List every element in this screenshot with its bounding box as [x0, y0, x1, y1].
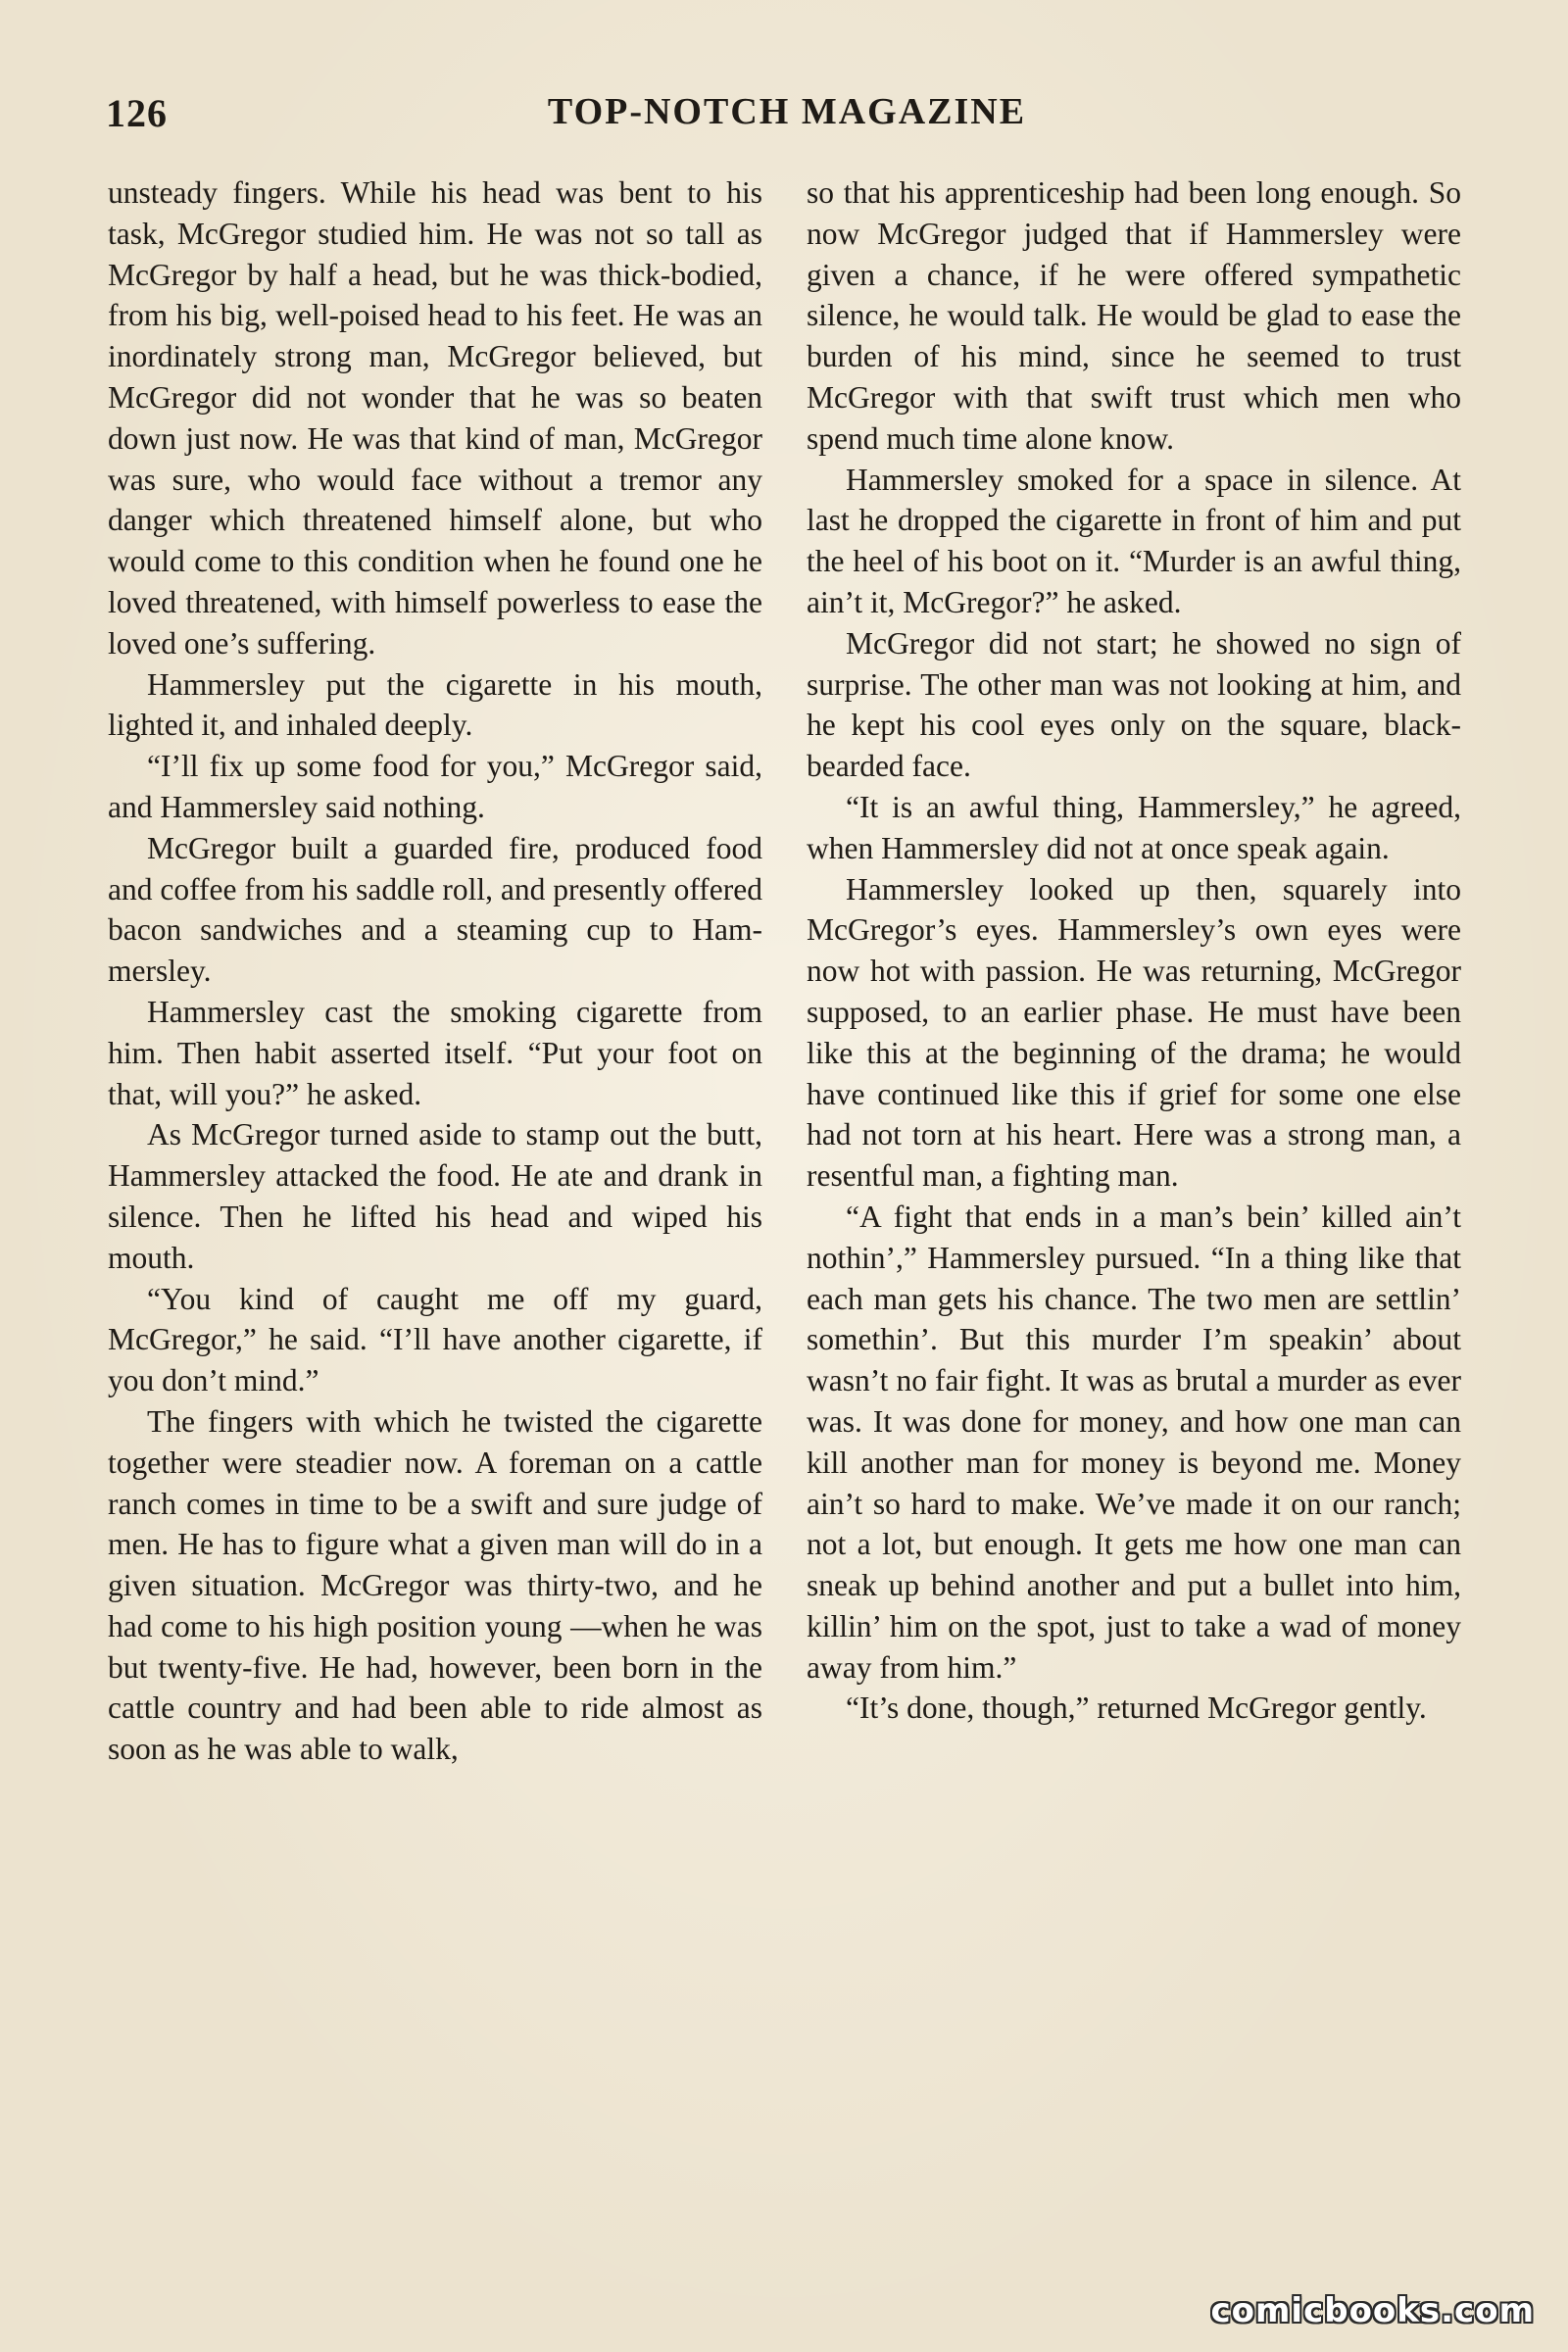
- paragraph: “It’s done, though,” returned McGregor gently.: [846, 1690, 1427, 1726]
- paragraph: so that his apprenticeship had been long enough. So now McGregor judged that if Hammersley were given a chance, if he were offered sympathetic silence, he would talk. He would be glad to ease the burden of his mind, since he seemed to trust McGregor with that swift trust which men who spend much time alone know.: [807, 175, 1461, 456]
- paragraph: McGregor did not start; he showed no sign of surprise. The other man was not looking at him, and he kept his cool eyes only on the square, black-bearded face.: [807, 625, 1461, 784]
- right-column: [807, 172, 1461, 2240]
- magazine-title: TOP-NOTCH MAGAZINE: [547, 91, 1027, 132]
- paragraph: “You kind of caught me off my guard, McGregor,” he said. “I’ll have another cigarette, if you don’t mind.”: [108, 1281, 762, 1398]
- paragraph: “It is an awful thing, Hammersley,” he agreed, when Hammersley did not at once speak again.: [807, 789, 1461, 865]
- paragraph: Hammersley put the cigarette in his mouth, lighted it, and inhaled deeply.: [108, 666, 762, 743]
- paragraph: Hammersley looked up then, squarely into McGregor’s eyes. Hammersley’s own eyes were now hot with passion. He was returning, McGregor supposed, to an earlier phase. He must have been like this at the beginning of the drama; he would have continued like this if grief for some one else had not torn at his heart. Here was a strong man, a resentful man, a fighting man.: [807, 871, 1461, 1194]
- left-column: [108, 172, 762, 2240]
- page-number: 126: [106, 91, 168, 135]
- paragraph: “I’ll fix up some food for you,” McGregor said, and Hammersley said nothing.: [108, 749, 762, 824]
- watermark-logo: comicbooks.com: [1210, 2291, 1535, 2330]
- paragraph: The fingers with which he twisted the cigarette together were steadier now. A foreman on a cattle ranch comes in time to be a swift and sure judge of men. He has to figure what a given man will do in a given situation. McGregor was thirty-two, and he had come to his high position young —when he was but twenty-five. He had, however, been born in the cattle country and had been able to ride almost as soon as he was able to walk,: [108, 1403, 762, 1767]
- paragraph: Hammersley smoked for a space in silence. At last he dropped the cigarette in front of him and put the heel of his boot on it. “Murder is an awful thing, ain’t it, McGregor?” he asked.: [807, 462, 1461, 619]
- paragraph: unsteady fingers. While his head was bent to his task, McGregor studied him. He was not so tall as McGregor by half a head, but he was thick-bodied, from his big, well-poised head to his feet. He was an inordinately strong man, McGregor believed, but McGregor did not wonder that he was so beaten down just now. He was that kind of man, McGregor was sure, who would face without a tremor any danger which threatened himself alone, but who would come to this condition when he found one he loved threatened, with himself powerless to ease the loved one’s suffering.: [108, 175, 762, 661]
- paragraph: As McGregor turned aside to stamp out the butt, Hammersley attacked the food. He ate and drank in silence. Then he lifted his head and wiped his mouth.: [108, 1117, 762, 1275]
- paragraph: Hammersley cast the smoking cigarette from him. Then habit asserted itself. “Put your foot on that, will you?” he asked.: [108, 994, 762, 1111]
- paragraph: “A fight that ends in a man’s bein’ killed ain’t nothin’,” Hammersley pursued. “In a thing like that each man gets his chance. The two men are settlin’ somethin’. But this murder I’m speakin’ about wasn’t no fair fight. It was as brutal a murder as ever was. It was done for money, and how one man can kill another man for money is beyond me. Money ain’t so hard to make. We’ve made it on our ranch; not a lot, but enough. It gets me how one man can sneak up behind another and put a bullet into him, killin’ him on the spot, just to take a wad of money away from him.”: [807, 1199, 1461, 1685]
- page-header: [106, 90, 1468, 149]
- paragraph: McGregor built a guarded fire, produced food and coffee from his saddle roll, and presently offered bacon sandwiches and a steaming cup to Hammersley.: [108, 830, 762, 989]
